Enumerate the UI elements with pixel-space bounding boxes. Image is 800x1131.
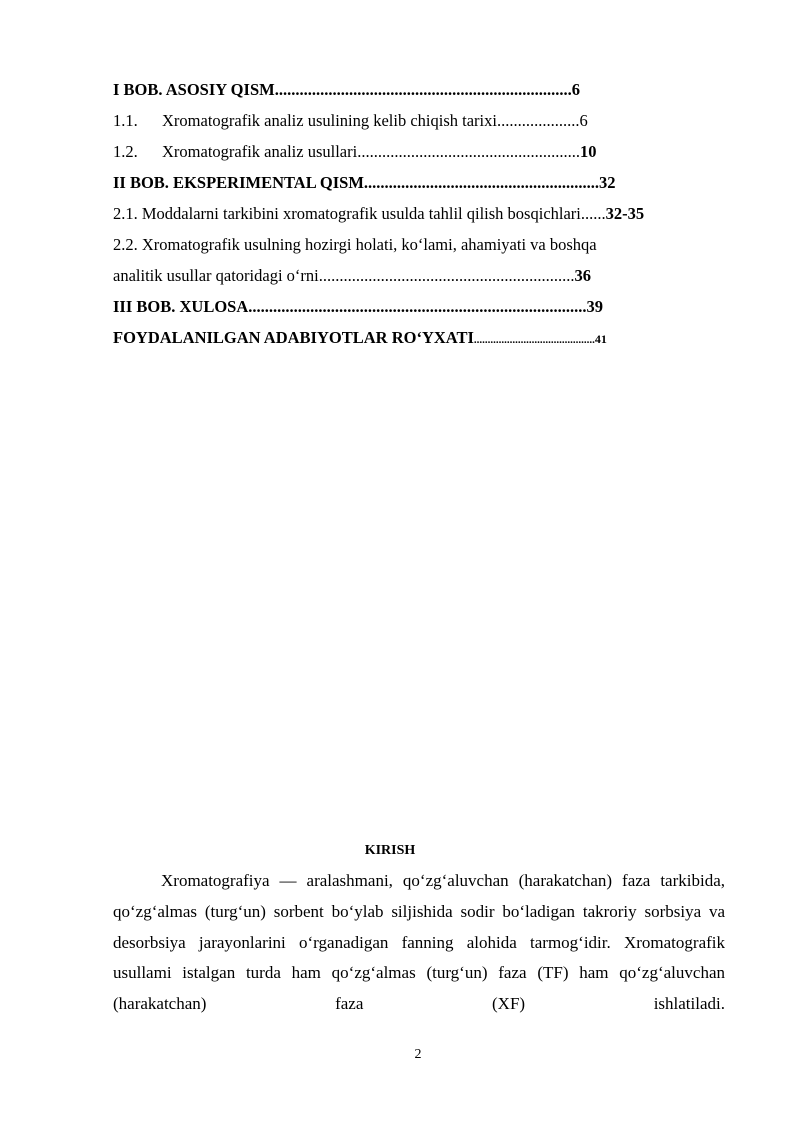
intro-paragraph: Xromatografiya — aralashmani, qoʻzgʻaluvchan (harakatchan) faza tarkibida, qoʻzgʻalmas (turgʻun) sorbent boʻylab siljishida sodir boʻladigan takroriy sorbsiya va desorbsiya jarayonlarini oʻrganadigan fanning alohida tarmogʻidir. Xromatografik usullami istalgan turda ham qoʻzgʻalmas (turgʻun) faza (TF) ham qoʻzgʻaluvchan (harakatchan) faza (XF) ishlatiladi. [113, 871, 725, 1014]
toc-entry-number: 1.2. [113, 142, 138, 161]
page-number: 2 [414, 1047, 422, 1062]
toc-entry-title: II BOB. EKSPERIMENTAL QISM [113, 173, 364, 192]
toc-entry-title: I BOB. ASOSIY QISM [113, 80, 275, 99]
toc-entry-2-2-continued[interactable] [113, 260, 723, 291]
section-heading: KIRISH [364, 843, 416, 858]
toc-entry-leader: .................................................................................. [248, 297, 587, 316]
toc-entry-page: 32-35 [605, 204, 645, 223]
toc-entry-title: 2.2. Xromatografik usulning hozirgi holati, koʻlami, ahamiyati va boshqa [113, 235, 597, 254]
toc-entry-chapter-3[interactable] [113, 291, 723, 322]
toc-entry-title: FOYDALANILGAN ADABIYOTLAR ROʻYXATI [113, 328, 474, 347]
toc-entry-leader: ......................................................... [363, 173, 600, 192]
toc-entry-title: Xromatografik analiz usullari [162, 142, 358, 161]
toc-entry-number: 1.1. [113, 111, 138, 130]
toc-entry-chapter-2[interactable] [113, 167, 723, 198]
toc-entry-title: analitik usullar qatoridagi oʻrni [113, 266, 319, 285]
toc-entry-leader: ...... [580, 204, 606, 223]
toc-entry-title: Xromatografik analiz usulining kelib chiqish tarixi [162, 111, 497, 130]
toc-entry-page: 32 [599, 173, 616, 192]
toc-entry-leader: .............................................................. [318, 266, 575, 285]
toc-entry-leader: .................... [496, 111, 580, 130]
toc-entry-page: 39 [586, 297, 603, 316]
toc-entry-leader: ............................................ [473, 334, 595, 346]
toc-entry-2-2[interactable] [113, 229, 723, 260]
toc-entry-2-1[interactable] [113, 198, 723, 229]
intro-text [113, 866, 725, 1020]
toc-entry-title: III BOB. XULOSA [113, 297, 249, 316]
table-of-contents [113, 74, 723, 353]
toc-entry-page: 6 [571, 80, 580, 99]
toc-entry-leader: ...................................................... [357, 142, 580, 161]
toc-entry-1-1[interactable] [113, 105, 723, 136]
toc-entry-references[interactable] [113, 322, 723, 353]
toc-entry-page: 36 [574, 266, 591, 285]
toc-entry-leader: ........................................................................ [274, 80, 572, 99]
toc-entry-chapter-1[interactable] [113, 74, 723, 105]
toc-entry-page: 41 [594, 332, 607, 346]
toc-entry-page: 6 [579, 111, 588, 130]
toc-entry-title: 2.1. Moddalarni tarkibini xromatografik usulda tahlil qilish bosqichlari [113, 204, 581, 223]
toc-entry-page: 10 [579, 142, 597, 161]
toc-entry-1-2[interactable] [113, 136, 723, 167]
